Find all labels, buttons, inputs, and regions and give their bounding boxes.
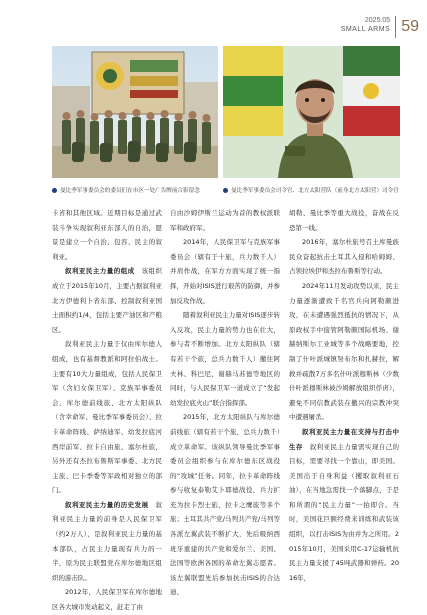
header-meta xyxy=(341,16,390,34)
paragraph: 卡省和其他区域。近期目标是通过武装斗争实现叙利亚东部人的自治，愿景是建立一个自治、包容、民主的叙利亚。 xyxy=(52,209,162,261)
paragraph: 2012年，人民保卫军在库尔德地区各大城市发动起义，赶走了由 xyxy=(52,588,162,612)
photo-commander-portrait xyxy=(223,46,400,178)
paragraph: 自由沙姆伊斯兰运动为首的教权派联军和政府军。 xyxy=(170,209,280,232)
section-heading: 叙利亚民主力量的历史发展 xyxy=(65,500,149,509)
text-column-2 xyxy=(170,206,280,597)
paragraph: 2015年，北方太阳纵队与库尔德前线旅（辖有若干个旅，总兵力数千）成立革命军。该纵队领导曼比季军事委员会组织参与在库尔德东区战役的“攻城”任务。同年，拉卡革命阵线参与收复泰勒艾卜耶德战役，兵力扩充为拉卡烈士旅、拉卡之鹰旅等多个旅；土耳其共产党/马列共产党/马列等各派左翼武装不断扩大，先后吸纳西班牙重建的共产党和爱尔兰、美国、法国等欧洲各国的革命左翼志愿者。该左翼联盟先后参加抗击ISIS的合达迪、 xyxy=(170,413,280,597)
text-column-1 xyxy=(52,206,163,612)
paragraph-text: 叙利亚民主力量需实现自己的目标，需要寻找一个靠山，即美国。美国出于自身利益（攫取叙利亚石油），在当地急需找一个落脚点，于是和所谓的“民主力量”一拍即合。当时，美国花巨额经费来训练和武装该组织，以打击ISIS为由并为之所用。2015年10月，美国采用C-17运输机抗民主力量支援了45吨武器和弹药。2016年， xyxy=(289,442,400,582)
text-column-3 xyxy=(289,206,400,582)
paragraph-text: 该组织成立于2015年10月，主要占据叙利亚北方伊德利卜省东部、控制叙利亚国土面积约1/4，包括主要产油区和产粮区。 xyxy=(52,267,163,334)
caption-text: 曼比季军事委员会司令官、北方太阳营队（前身北方太阳营）司令官 xyxy=(231,188,399,194)
section-heading: 叙利亚民主力量在支持与打击中生存 xyxy=(289,427,399,451)
paragraph: 2014年，人民保卫军与克族军事委员会（辖有于十旅，兵力数千人）并肩作战，在军方方面实现了统一指挥，开始对ISIS进行艰苦的防御，并参加反攻作战。 xyxy=(170,238,280,305)
paragraph: 随着叙利亚民主力量对ISIS逐步转入反攻，民主力量的势力也在壮大，参与者不断增加。北方太阳纵队（辖有若干个旅，总兵力数千人）撤往阿夫林、科巴尼、谢赫马苏德等地区的同时，与人民保卫军一道成立了“发起幼发拉底火山”联合指挥部。 xyxy=(170,311,280,407)
photo-caption-1 xyxy=(52,184,218,196)
issue-date: 2025.05 xyxy=(364,17,391,24)
magazine-name: SMALL ARMS xyxy=(340,26,391,33)
paragraph: 2016年，塞尔杜旅号召土库曼族民众奋起抗击土耳其入侵和哈姆姆、占领拉埃伊和杰拉布鲁斯等行动。 xyxy=(289,238,399,276)
header-divider xyxy=(395,16,396,38)
caption-bullet-icon xyxy=(223,188,228,193)
photo-caption-2 xyxy=(223,184,400,196)
paragraph: 2024年11月发动攻势以来，民主力量逐渐遭致千名官兵向阿勒颇进攻，在未遭遇强烈抵抗的情况下，从原政权手中接管阿勒颇国际机场、谢赫纳斯尔工业城等多个战略要地，控制了什叶派城镇努布尔和扎赫拉，解救并疏散7万多名什叶派穆斯林（少数什叶派穆斯林被沙姆解放组织俘虏），避免不同信教武装在撤兴的宗教冲突中遭遇屠杀。 xyxy=(289,281,399,422)
caption-text: 曼比季军事委员会的委员们在市区一处广告牌前合影留念 xyxy=(60,188,200,194)
paragraph-text: 叙利亚民主力量的前身是人民保卫军（约2万人），是叙利亚民主力量的基本部队，占民主力量现有兵力的一半，原为民主联盟党在库尔德地区组织的游击队。 xyxy=(52,500,163,582)
paragraph: 叙利亚民主力量于仅由库尔德人组成，也有基督教派和阿拉伯战士。主要有10大力量组成，包括人民保卫军（含妇女保卫军）、克族军事委员会、库尔德前线旅、北方太阳纵队（含幸命军、曼比季军事委员会）、拉卡革命阵线、萨纳迪军、幼发拉底河西岸前军、拉卡自由旅、塞尔杜旅，另外还有杰拉布鲁斯军事委、北方民主旅、巴卡季委等军政相对独立的部门。 xyxy=(52,340,162,495)
photo-soldiers-group xyxy=(52,46,218,178)
paragraph-with-heading xyxy=(52,498,162,586)
paragraph: 胡勒、曼比季等重大战役，奋战在反恐第一线。 xyxy=(289,209,399,232)
caption-bullet-icon xyxy=(52,188,57,193)
page-number: 59 xyxy=(401,18,419,35)
page-header xyxy=(341,16,419,42)
paragraph-with-heading xyxy=(289,425,399,586)
paragraph-with-heading xyxy=(52,264,162,337)
section-heading: 叙利亚民主力量的组成 xyxy=(65,267,135,276)
